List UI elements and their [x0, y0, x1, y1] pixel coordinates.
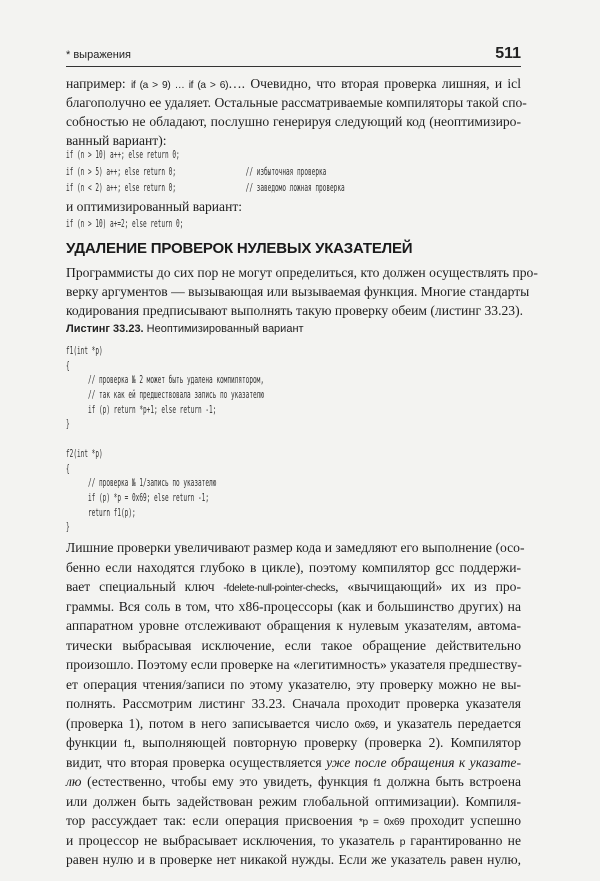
- code-line: if (p) return *p+1; else return -1;: [66, 403, 217, 416]
- text-segment: бенно если находятся глубоко в цикле), поэтому компилятор gcc поддержи-: [66, 559, 521, 575]
- text-line: [66, 694, 521, 714]
- text-line: [66, 772, 521, 792]
- text-segment: тически выбрасывая исключение, если такое обращение действительно: [66, 637, 521, 653]
- inline-code: f1: [373, 778, 382, 789]
- text-segment: должна быть встроена: [381, 774, 522, 789]
- code-line: f2(int *p): [66, 447, 103, 460]
- code-line: if (n > 5) a++; else return 0; // избыточная проверка: [66, 165, 327, 178]
- text-line: [66, 616, 521, 636]
- emphasis-text: уже после обращения к указате-: [326, 754, 521, 770]
- code-line: return f1(p);: [66, 506, 136, 519]
- text-segment: и оптимизированный вариант:: [66, 199, 243, 214]
- text-line: [66, 577, 521, 597]
- text-line: [66, 675, 521, 695]
- text-segment: , и указатель передается: [375, 715, 521, 731]
- emphasis-text: лю: [66, 774, 82, 789]
- text-line: [66, 263, 538, 282]
- text-segment: вает специальный ключ: [66, 579, 224, 594]
- code-line: if (p) *p = 0x69; else return -1;: [66, 491, 209, 504]
- text-segment: (проверка 1), потом в него записывается число: [66, 715, 355, 731]
- paragraph-intro: [66, 74, 527, 150]
- header-rule: [66, 66, 521, 67]
- text-line: [66, 538, 525, 558]
- text-line: [66, 850, 521, 870]
- text-segment: собностью не обладают, послушно генерируя следующий код (неоптимизиро-: [66, 114, 521, 129]
- text-line: [66, 558, 521, 578]
- text-line: [66, 714, 521, 734]
- paragraph-explanation: [66, 538, 525, 870]
- code-block-optimized: [66, 216, 521, 233]
- text-segment: верку аргументов — вызывающая или вызываемая функция. Многие стандарты: [66, 284, 530, 299]
- text-segment: граммы. Вся соль в том, что x86-процессоры (как и большинство других) на: [66, 598, 521, 614]
- text-line: [66, 831, 521, 851]
- paragraph-optimized-label: [66, 197, 521, 216]
- listing-caption: [66, 323, 304, 335]
- text-line: [66, 197, 521, 216]
- text-line: [66, 636, 521, 656]
- code-block-unoptimized: [66, 147, 521, 197]
- text-line: [66, 301, 524, 320]
- code-line: {: [66, 359, 70, 372]
- text-segment: Программисты до сих пор не могут определиться, кто должен осуществлять про-: [66, 265, 538, 280]
- text-line: [66, 811, 521, 831]
- code-line: if (n > 10) a+=2; else return 0;: [66, 218, 184, 230]
- code-line: }: [66, 521, 70, 534]
- text-segment: например:: [66, 76, 131, 91]
- text-segment: или должен быть задействован режим глобальной оптимизации). Компиля-: [66, 793, 521, 809]
- inline-code: f1: [124, 739, 132, 750]
- text-segment: Лишние проверки увеличивают размер кода и замедляют его выполнение (осо-: [66, 540, 525, 555]
- text-segment: ванный вариант):: [66, 133, 167, 148]
- text-segment: , выполняющей повторную проверку (проверка 2). Компилятор: [131, 735, 521, 750]
- text-segment: аппаратном уровне отслеживают обращения к нулевым указателям, автома-: [66, 618, 521, 633]
- text-line: [66, 597, 521, 617]
- text-segment: ет операция чтения/записи по этому указателю, эту проверку можно не вы-: [66, 676, 521, 692]
- text-segment: гарантированно не: [404, 832, 521, 848]
- page-number: 511: [495, 45, 521, 62]
- listing-caption-title: Неоптимизированный вариант: [143, 323, 304, 335]
- inline-code: 0x69: [354, 719, 376, 731]
- text-line: [66, 282, 530, 301]
- code-listing-33-23: [66, 344, 521, 535]
- text-segment: и процессор не выбрасывает исключения, то указатель: [66, 832, 400, 848]
- code-line: }: [66, 418, 70, 431]
- code-line: {: [66, 462, 70, 475]
- code-line: [66, 432, 330, 447]
- code-line: f1(int *p): [66, 345, 103, 357]
- text-segment: …. Очевидно, что вторая проверка лишняя, и icl: [228, 76, 521, 91]
- text-line: [66, 792, 521, 812]
- code-line: // проверка № 2 может быть удалена компилятором,: [66, 374, 264, 387]
- text-line: [66, 112, 521, 131]
- text-line: [66, 74, 521, 93]
- inline-code: *p = 0x69: [358, 817, 405, 828]
- text-segment: проходит успешно: [404, 813, 521, 828]
- text-segment: тор рассуждает так: если операция присвоения: [66, 813, 359, 828]
- running-header-section: * выражения: [66, 49, 131, 61]
- text-line: [66, 753, 521, 773]
- text-segment: функции: [66, 735, 125, 750]
- inline-code: -fdelete-null-pointer-checks: [223, 583, 336, 594]
- text-line: [66, 733, 521, 753]
- text-segment: , «вычищающий» их из про-: [335, 579, 522, 594]
- paragraph-section-intro: [66, 263, 538, 320]
- inline-code: if (a > 9) … if (a > 6): [130, 80, 229, 91]
- text-line: [66, 93, 527, 112]
- text-segment: видит, что вторая проверка осуществляется: [66, 754, 327, 770]
- text-segment: (естественно, чтобы ему это увидеть, функция: [81, 774, 374, 789]
- text-line: [66, 655, 521, 675]
- text-segment: полнять. Рассмотрим листинг 33.23. Сначала проходит проверка указателя: [66, 696, 521, 711]
- code-line: // проверка № 1/запись по указателю: [66, 477, 217, 490]
- text-segment: благополучно ее удаляет. Остальные рассматриваемые компиляторы такой спо-: [66, 95, 527, 110]
- code-line: if (n > 10) a++; else return 0;: [66, 149, 180, 161]
- text-segment: произошло. Поэтому если проверке на «легитимность» указателя предшеству-: [66, 657, 522, 672]
- inline-code: p: [399, 836, 405, 848]
- code-line: if (n < 2) a++; else return 0; // заведомо ложная проверка: [66, 182, 345, 194]
- section-heading: УДАЛЕНИЕ ПРОВЕРОК НУЛЕВЫХ УКАЗАТЕЛЕЙ: [66, 240, 413, 257]
- listing-caption-label: Листинг 33.23.: [66, 323, 144, 335]
- text-segment: равен нулю и в проверке нет никакой нужды. Если же указатель равен нулю,: [66, 852, 521, 867]
- text-segment: кодирования предписывают выполнять такую проверку обеим (листинг 33.23).: [66, 303, 524, 318]
- code-line: // так как ей предшествовала запись по указателю: [66, 389, 264, 402]
